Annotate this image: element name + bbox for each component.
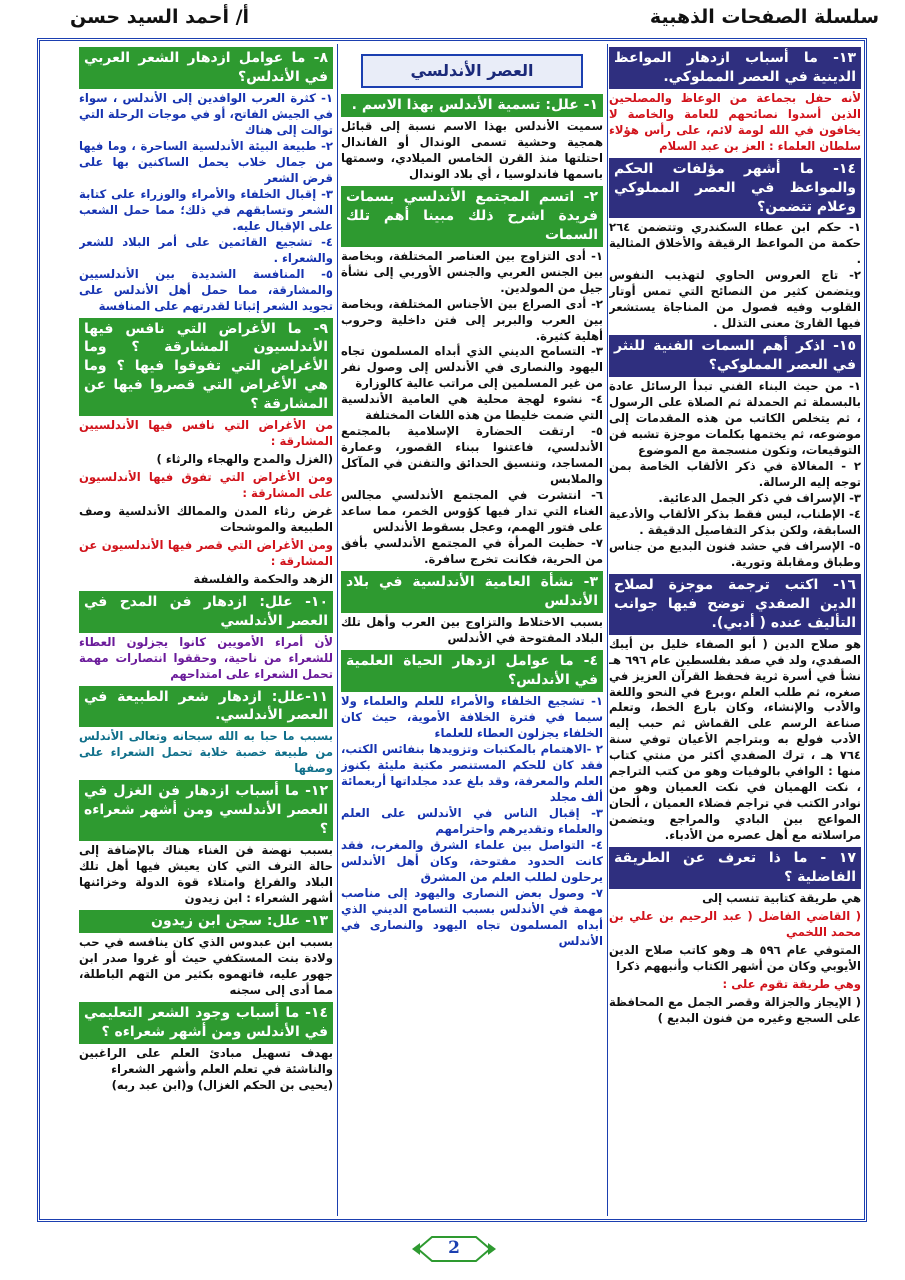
question-16: ١٦- اكتب ترجمة موجزة لصلاح الدين الصفدي توضح فيها جوانب التأليف عنده ( أدبي). [609,574,861,635]
question-9: ٩- ما الأغراض التي نافس فيها الأندلسيون المشارقة ؟ وما الأغراض التي تفوقوا فيها ؟ وما هي الأغراض التي قصروا فيها عن المشارقة ؟ [79,318,333,416]
page-number: 2 [448,1238,460,1258]
page-footer [410,1234,498,1264]
question-8: ٨- ما عوامل ازدهار الشعر العربي في الأندلس؟ [79,47,333,89]
answer-4: ١- تشجيع الخلفاء والأمراء للعلم والعلماء ولا سيما في فترة الخلافة الأموية، حيث كان الخلفاء يجزلون العطاء للعلماء ٢ -الاهتمام بالمكتبات وتزويدها بنفائس الكتب، فقد كان للحكم المستنصر مكتبة مليئة بكنوز العلم والمعرفة، وقد بلغ عدد مجلداتها أربعمائة ألف مجلد ٣- إقبال الناس في الأندلس على العلم والعلماء وتقديرهم واحترامهم ٤- التواصل بين علماء الشرق والمغرب، فقد كانت الحدود مفتوحة، وكان أهل الأندلس يرحلون لطلب العلم من المشرق ٧- وصول بعض النصارى واليهود إلى مناصب مهمة في الأندلس بسبب التسامح الديني الذي أبداه المسلمون تجاه اليهود والنصارى في الأندلس [341,693,603,948]
answer-9-compete-label: من الأغراض التي نافس فيها الأندلسيين المشارقة : [79,418,333,448]
question-10: ١٠- علل: ازدهار فن المدح في العصر الأندلسي [79,591,333,633]
answer-3: بسبب الاختلاط والتزاوج بين العرب وأهل تلك البلاد المفتوحة في الأندلس [341,615,603,646]
answer-9-fall-short-label: ومن الأغراض التي قصر فيها الأندلسيون عن المشارقة : [79,537,333,568]
answer-14: ١- حكم ابن عطاء السكندري وتتضمن ٢٦٤ حكمة من المواعظ الرقيقة والأخلاق المثالية . ٢- تاج العروس الحاوي لتهذيب النفوس ويتضمن كثير من النصائح التي تمس أوتار القلوب وفيه فصول من المناجاة يستشعر فيها القارئ معنى التذلل . [609,220,861,331]
question-14: ١٤- ما أسباب وجود الشعر التعليمي في الأندلس ومن أشهر شعراءه ؟ [79,1002,333,1044]
answer-9-fall-short: الزهد والحكمة والفلسفة [193,571,333,586]
column-middle [341,44,603,1216]
series-title: سلسلة الصفحات الذهبية [649,6,879,28]
answer-17-intro: هي طريقة كتابية تنسب إلى [702,891,861,906]
page-header [0,4,905,34]
question-13: ١٣- ما أسباب ازدهار المواعظ الدينية في العصر المملوكي. [609,47,861,89]
question-2: ٢- اتسم المجتمع الأندلسي بسمات فريدة اشرح ذلك مبينا أهم تلك السمات [341,186,603,247]
answer-10: لأن أمراء الأمويين كانوا يجزلون العطاء للشعراء من ناحية، وحققوا انتصارات مهمة تحمل الشعراء على امتداحهم [79,634,333,681]
answer-16: هو صلاح الدين ( أبو الصفاء خليل بن أيبك الصفدي، ولد في صفد بفلسطين عام ٦٩٦ هـ نشأ في أسرة ثرية فحفظ القرآن العزيز في صغره، ثم طلب العلم ،وبرع في النحو واللغة والأدب والإنشاء، وكان بارع الخط، وتعلم صناعة الرسم على القماش ثم حبب إليه الأدب فولع به وبتراجم الأعيان توفي سنة ٧٦٤ هـ ، ترك الصفدي أكثر من منتي كتاب منها : الوافي بالوفيات وهو من كتب التراجم ، نكت الهميان في نكت العميان وهو من نوادر الكتب في تراجم فضلاء العميان ، ألحان المواعج بين البادي والمراجع ويتضمن مراسلاته مع أهل عصره من الأدباء. [609,636,861,843]
answer-17-name: ( القاضي الفاضل ( عبد الرحيم بن علي بن محمد اللخمي [609,909,861,940]
question-17: ١٧ - ما ذا تعرف عن الطريقة الفاضلية ؟ [609,847,861,889]
question-1: ١- علل: تسمية الأندلس بهذا الاسم . [341,94,603,117]
answer-13: لأنه حفل بجماعة من الوعاظ والمصلحين الذين أسدوا نصائحهم للعامة والخاصة لا يخافون في الله لومة لائم، على رأس هؤلاء سلطان العلماء : العز بن عبد السلام [609,90,861,153]
section-title: العصر الأندلسي [361,54,583,88]
answer-13: بسبب ابن عبدوس الذي كان ينافسه في حب ولادة بنت المستكفي حيث أو غروا صدر ابن جهور عليه، فاتهموه بكثير من التهم الباطلة، مما أدى إلى سجنه [79,934,333,997]
answer-8: ١- كثرة العرب الوافدين إلى الأندلس ، سواء في الجيش الفاتح، أو في موجات الرحلة التي توالت إلى هناك ٢- طبيعة البيئة الأندلسية الساحرة ، وما فيها من جمال خلاب يحمل الساكنين بها على قرض الشعر ٣- إقبال الخلفاء والأمراء والوزراء على كتابة الشعر وتسابقهم في ذلك؛ مما حمل الشعب على الإقبال عليه. ٤- تشجيع القائمين على أمر البلاد للشعر والشعراء . ٥- المنافسة الشديدة بين الأندلسيين والمشارقة، مما حمل أهل الأندلس على تجويد الشعر إثباتا لقدرتهم على المنافسة [79,90,333,313]
question-12: ١٢- ما أسباب ازدهار فن الغزل في العصر الأندلسي ومن أشهر شعراءه ؟ [79,780,333,841]
answer-17-label: وهي طريقة تقوم على : [722,977,861,992]
question-13: ١٣- علل: سجن ابن زيدون [79,910,333,933]
question-3: ٣- نشأة العامية الأندلسية في بلاد الأندلس [341,571,603,613]
question-15: ١٥- اذكر أهم السمات الفنية للنثر في العصر المملوكي؟ [609,335,861,377]
answer-9-excel: غرض رثاء المدن والممالك الأندلسية وصف الطبيعة والموشحات [79,503,333,534]
answer-14: بهدف تسهيل مبادئ العلم على الراغبين والناشئة في تعلم العلم وأشهر الشعراء (يحيى بن الحكم الغزال) و(ابن عبد ربه) [79,1045,333,1092]
column-divider [337,44,338,1216]
column-left [79,44,333,1216]
answer-9-excel-label: ومن الأغراض التي تفوق فيها الأندلسيون على المشارقة : [79,469,333,500]
answer-2: ١- أدى التزاوج بين العناصر المختلفة، وبخاصة بين الجنس العربي والجنس الأوربي إلى نشأة جيل من المولدين. ٢- أدى الصراع بين الأجناس المختلفة، وبخاصة بين العرب والبربر إلى فتن داخلية وحروب أهلية كثيرة. ٣- التسامح الديني الذي أبداه المسلمون تجاه اليهود والنصارى في الأندلس إلى وصول نفر من غير المسلمين إلى مراتب عالية كالوزارة ٤- نشوء لهجة محلية هي العامية الأندلسية التي ضمت خليطا من هذه اللغات المختلفة ٥- ارتقت الحضارة الإسلامية بالمجتمع الأندلسي، فاعتنوا ببناء القصور، وعمارة المساجد، وتنسيق الحدائق والتفنن في المآكل والملابس ٦- انتشرت في المجتمع الأندلسي مجالس الغناء التي تدار فيها كؤوس الخمر، مما ساعد على فتور الهمم، وعجل بسقوط الأندلس ٧- حظيت المرأة في المجتمع الأندلسي بأفق من الحرية، فكانت تخرج سافرة. [341,248,603,567]
column-right [609,44,861,1216]
answer-17-features: ( الإيجاز والجزالة وقصر الجمل مع المحافظة على السجع وغيره من فنون البديع ) [609,995,861,1026]
answer-9-compete: (الغزل والمدح والهجاء والرثاء ) [156,451,333,466]
column-divider [607,44,608,1216]
question-4: ٤- ما عوامل ازدهار الحياة العلمية في الأندلس؟ [341,650,603,692]
question-11: ١١-علل: ازدهار شعر الطبيعة في العصر الأندلسي. [79,686,333,728]
answer-15: ١- من حيث البناء الفني تبدأ الرسائل عادة بالبسملة ثم الحمدلة ثم الصلاة على الرسول ، ثم يتخلص الكاتب من هذه المقدمات إلى موضوعه، ثم يختمها بكلمات موجزة تشبه فن التوقيعات، وتكون منسجمة مع الموضوع ٢ - المغالاة في ذكر الألقاب الخاصة بمن توجه إليه الرسالة. ٣- الإسراف في ذكر الجمل الدعائية. ٤- الإطناب، ليس فقط بذكر الألقاب والأدعية السابقة، ولكن بذكر التفاصيل الدقيقة . ٥- الإسراف في حشد فنون البديع من جناس وطباق ومقابلة وتورية. [609,379,861,569]
question-14: ١٤- ما أشهر مؤلفات الحكم والمواعظ في العصر المملوكي وعلام تتضمن؟ [609,158,861,219]
author-name: أ/ أحمد السيد حسن [70,6,250,28]
answer-17-detail: المتوفي عام ٥٩٦ هـ وهو كاتب صلاح الدين الأيوبي وكان من أشهر الكتاب وأنبههم ذكرا [609,943,861,974]
answer-11: بسبب ما حبا به الله سبحانه وتعالى الأندلس من طبيعة خصبة خلابة تحمل الشعراء على وصفها [79,729,333,776]
answer-1: سميت الأندلس بهذا الاسم نسبة إلى قبائل همجية وحشية تسمى الوندال أو الفاندال احتلتها منذ القرن الخامس الميلادي، وسمتها باسمها فاندلوسيا ، أي بلاد الوندال [341,118,603,181]
answer-12: بسبب نهضة فن الغناء هناك بالإضافة إلى حالة الترف التي كان يعيش فيها أهل تلك البلاد والفراغ وامتلاء قوة الدولة وخزائنها أشهر الشعراء : ابن زيدون [79,843,333,905]
